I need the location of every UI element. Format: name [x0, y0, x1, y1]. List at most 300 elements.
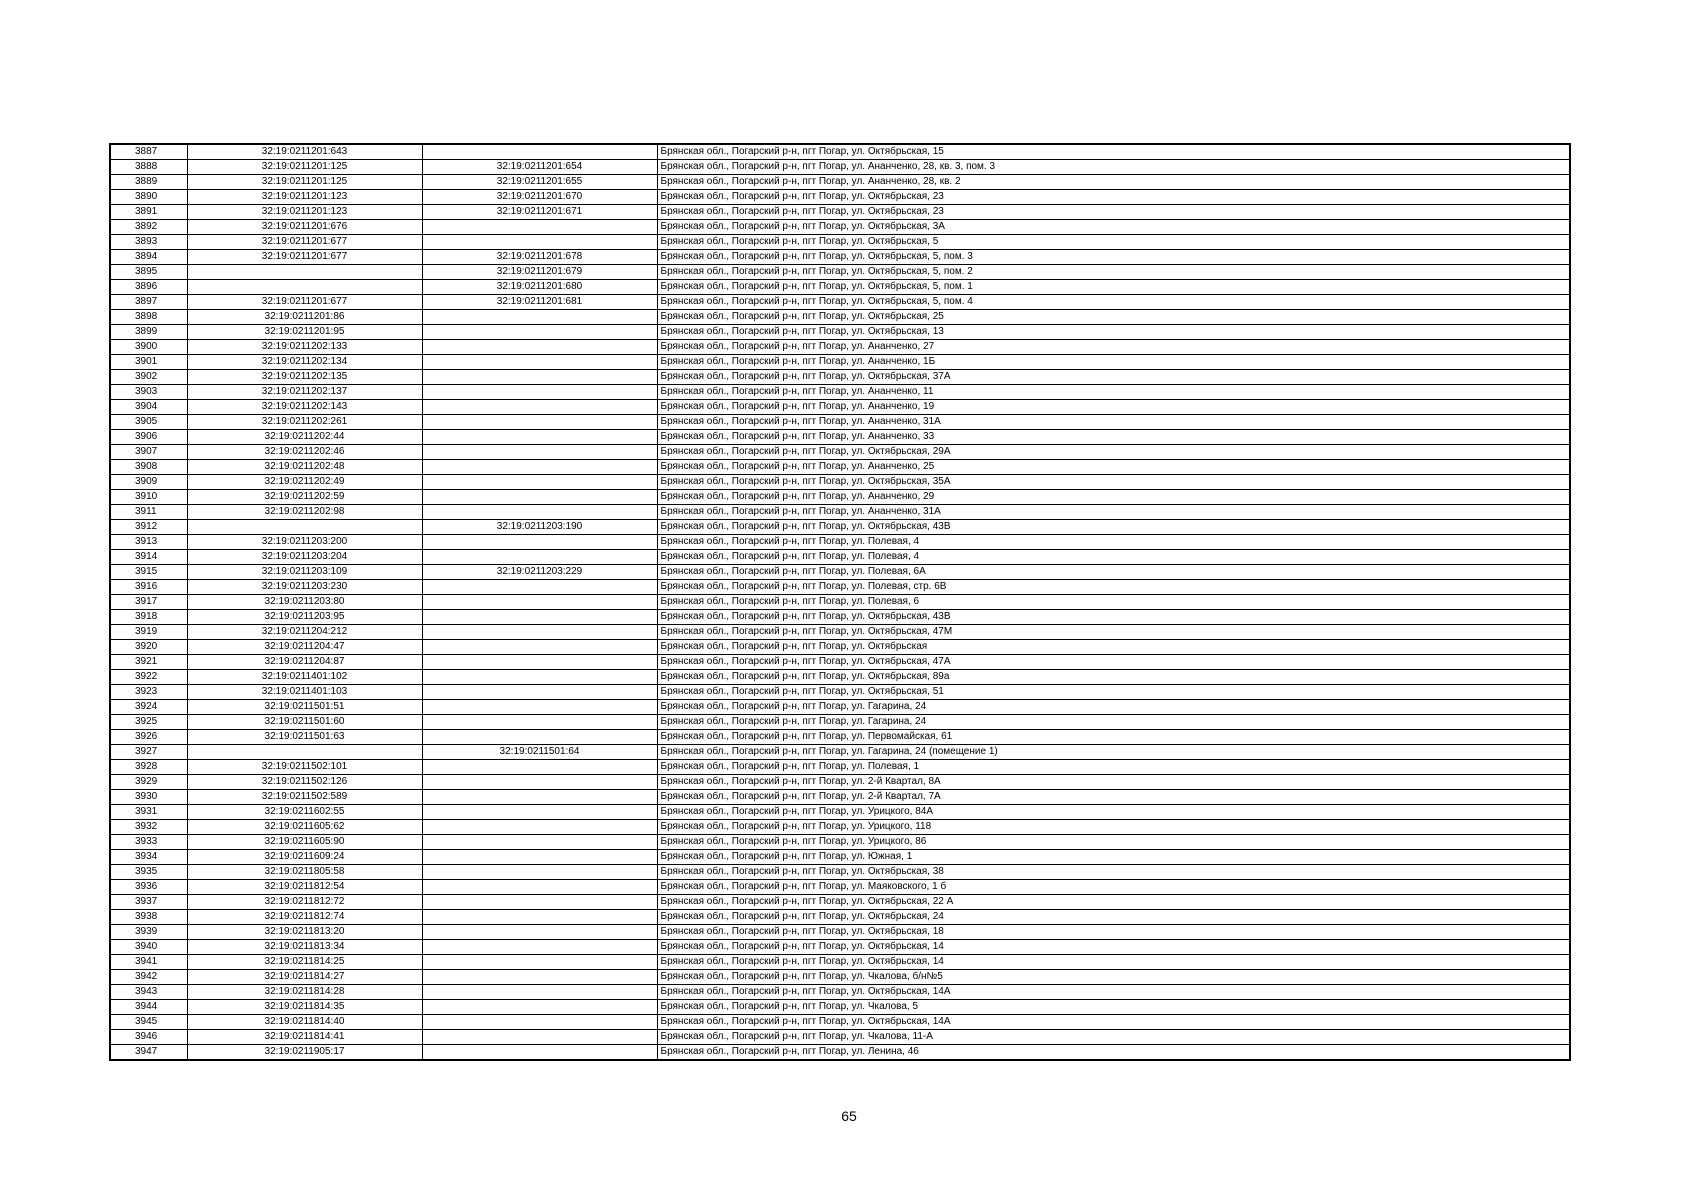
address-cell: Брянская обл., Погарский р-н, пгт Погар, ул. Первомайская, 61	[657, 730, 1570, 745]
row-number-cell: 3913	[110, 535, 187, 550]
address-cell: Брянская обл., Погарский р-н, пгт Погар, ул. Октябрьская, 22 А	[657, 895, 1570, 910]
address-cell: Брянская обл., Погарский р-н, пгт Погар, ул. Полевая, 4	[657, 535, 1570, 550]
table-row	[110, 970, 1570, 985]
row-number-cell: 3898	[110, 310, 187, 325]
cadastral-number-cell: 32:19:0211201:125	[187, 175, 422, 190]
row-number-cell: 3939	[110, 925, 187, 940]
cadastral-number-cell: 32:19:0211502:101	[187, 760, 422, 775]
cadastral-number-2-cell	[422, 940, 657, 955]
row-number-cell: 3926	[110, 730, 187, 745]
cadastral-number-cell: 32:19:0211202:49	[187, 475, 422, 490]
cadastral-number-2-cell	[422, 1015, 657, 1030]
address-cell: Брянская обл., Погарский р-н, пгт Погар, ул. Октябрьская, 43В	[657, 520, 1570, 535]
address-cell: Брянская обл., Погарский р-н, пгт Погар, ул. Октябрьская, 47М	[657, 625, 1570, 640]
row-number-cell: 3887	[110, 144, 187, 160]
address-cell: Брянская обл., Погарский р-н, пгт Погар, ул. Октябрьская, 23	[657, 205, 1570, 220]
cadastral-number-2-cell	[422, 550, 657, 565]
row-number-cell: 3945	[110, 1015, 187, 1030]
row-number-cell: 3924	[110, 700, 187, 715]
cadastral-number-2-cell: 32:19:0211201:654	[422, 160, 657, 175]
cadastral-number-cell: 32:19:0211501:63	[187, 730, 422, 745]
table-row	[110, 820, 1570, 835]
address-cell: Брянская обл., Погарский р-н, пгт Погар, ул. Октябрьская, 18	[657, 925, 1570, 940]
row-number-cell: 3907	[110, 445, 187, 460]
address-cell: Брянская обл., Погарский р-н, пгт Погар, ул. Ананченко, 33	[657, 430, 1570, 445]
address-cell: Брянская обл., Погарский р-н, пгт Погар, ул. Полевая, стр. 6В	[657, 580, 1570, 595]
table-row	[110, 610, 1570, 625]
cadastral-number-cell: 32:19:0211203:230	[187, 580, 422, 595]
row-number-cell: 3914	[110, 550, 187, 565]
address-cell: Брянская обл., Погарский р-н, пгт Погар, ул. Октябрьская, 38	[657, 865, 1570, 880]
table-row	[110, 250, 1570, 265]
cadastral-number-cell: 32:19:0211201:95	[187, 325, 422, 340]
table-row	[110, 580, 1570, 595]
table-row	[110, 640, 1570, 655]
cadastral-number-2-cell	[422, 370, 657, 385]
row-number-cell: 3929	[110, 775, 187, 790]
table-row	[110, 175, 1570, 190]
table-row	[110, 625, 1570, 640]
cadastral-number-cell	[187, 265, 422, 280]
row-number-cell: 3944	[110, 1000, 187, 1015]
cadastral-number-cell: 32:19:0211201:643	[187, 144, 422, 160]
table-row	[110, 535, 1570, 550]
table-row	[110, 220, 1570, 235]
cadastral-number-cell: 32:19:0211202:261	[187, 415, 422, 430]
table-row	[110, 235, 1570, 250]
cadastral-number-2-cell	[422, 144, 657, 160]
row-number-cell: 3904	[110, 400, 187, 415]
table-row	[110, 775, 1570, 790]
cadastral-number-cell: 32:19:0211201:676	[187, 220, 422, 235]
cadastral-number-2-cell	[422, 1045, 657, 1061]
cadastral-number-2-cell	[422, 865, 657, 880]
cadastral-number-2-cell: 32:19:0211203:229	[422, 565, 657, 580]
cadastral-number-2-cell	[422, 415, 657, 430]
row-number-cell: 3906	[110, 430, 187, 445]
cadastral-number-cell: 32:19:0211814:28	[187, 985, 422, 1000]
cadastral-number-cell: 32:19:0211805:58	[187, 865, 422, 880]
cadastral-number-2-cell	[422, 385, 657, 400]
address-cell: Брянская обл., Погарский р-н, пгт Погар, ул. Ананченко, 25	[657, 460, 1570, 475]
table-row	[110, 280, 1570, 295]
table-row	[110, 505, 1570, 520]
row-number-cell: 3910	[110, 490, 187, 505]
table-row	[110, 400, 1570, 415]
row-number-cell: 3919	[110, 625, 187, 640]
table-row	[110, 745, 1570, 760]
row-number-cell: 3911	[110, 505, 187, 520]
row-number-cell: 3901	[110, 355, 187, 370]
table-row	[110, 895, 1570, 910]
cadastral-number-cell: 32:19:0211401:102	[187, 670, 422, 685]
cadastral-number-2-cell	[422, 910, 657, 925]
row-number-cell: 3893	[110, 235, 187, 250]
cadastral-number-cell: 32:19:0211812:54	[187, 880, 422, 895]
row-number-cell: 3902	[110, 370, 187, 385]
cadastral-number-2-cell: 32:19:0211201:671	[422, 205, 657, 220]
address-cell: Брянская обл., Погарский р-н, пгт Погар, ул. Гагарина, 24	[657, 715, 1570, 730]
cadastral-number-2-cell	[422, 835, 657, 850]
address-cell: Брянская обл., Погарский р-н, пгт Погар, ул. Ананченко, 31А	[657, 415, 1570, 430]
cadastral-number-cell: 32:19:0211201:677	[187, 235, 422, 250]
table-row	[110, 295, 1570, 310]
table-row	[110, 355, 1570, 370]
address-cell: Брянская обл., Погарский р-н, пгт Погар, ул. Полевая, 6	[657, 595, 1570, 610]
row-number-cell: 3930	[110, 790, 187, 805]
address-cell: Брянская обл., Погарский р-н, пгт Погар, ул. Ананченко, 11	[657, 385, 1570, 400]
row-number-cell: 3903	[110, 385, 187, 400]
cadastral-number-cell	[187, 520, 422, 535]
cadastral-number-2-cell: 32:19:0211201:670	[422, 190, 657, 205]
cadastral-number-2-cell	[422, 715, 657, 730]
table-row	[110, 1030, 1570, 1045]
row-number-cell: 3912	[110, 520, 187, 535]
cadastral-number-2-cell: 32:19:0211201:680	[422, 280, 657, 295]
address-cell: Брянская обл., Погарский р-н, пгт Погар, ул. Октябрьская, 5, пом. 3	[657, 250, 1570, 265]
table-row	[110, 865, 1570, 880]
cadastral-number-cell: 32:19:0211501:60	[187, 715, 422, 730]
row-number-cell: 3935	[110, 865, 187, 880]
table-row	[110, 1015, 1570, 1030]
cadastral-number-2-cell	[422, 310, 657, 325]
address-cell: Брянская обл., Погарский р-н, пгт Погар, ул. Октябрьская, 43В	[657, 610, 1570, 625]
cadastral-number-cell: 32:19:0211203:200	[187, 535, 422, 550]
address-cell: Брянская обл., Погарский р-н, пгт Погар, ул. Октябрьская, 51	[657, 685, 1570, 700]
table-row	[110, 730, 1570, 745]
cadastral-number-cell: 32:19:0211203:95	[187, 610, 422, 625]
address-cell: Брянская обл., Погарский р-н, пгт Погар, ул. Октябрьская, 3А	[657, 220, 1570, 235]
address-cell: Брянская обл., Погарский р-н, пгт Погар, ул. Чкалова, б/н№5	[657, 970, 1570, 985]
table-row	[110, 445, 1570, 460]
table-row	[110, 144, 1570, 160]
cadastral-number-cell: 32:19:0211605:62	[187, 820, 422, 835]
address-cell: Брянская обл., Погарский р-н, пгт Погар, ул. Октябрьская, 15	[657, 144, 1570, 160]
table-row	[110, 475, 1570, 490]
address-cell: Брянская обл., Погарский р-н, пгт Погар, ул. Ананченко, 31А	[657, 505, 1570, 520]
address-cell: Брянская обл., Погарский р-н, пгт Погар, ул. Октябрьская, 14А	[657, 985, 1570, 1000]
address-cell: Брянская обл., Погарский р-н, пгт Погар, ул. Урицкого, 84А	[657, 805, 1570, 820]
row-number-cell: 3917	[110, 595, 187, 610]
address-cell: Брянская обл., Погарский р-н, пгт Погар, ул. 2-й Квартал, 8А	[657, 775, 1570, 790]
address-cell: Брянская обл., Погарский р-н, пгт Погар, ул. Октябрьская, 35А	[657, 475, 1570, 490]
cadastral-number-cell	[187, 745, 422, 760]
cadastral-number-cell: 32:19:0211202:134	[187, 355, 422, 370]
cadastral-number-cell: 32:19:0211905:17	[187, 1045, 422, 1061]
address-cell: Брянская обл., Погарский р-н, пгт Погар, ул. Октябрьская, 5, пом. 1	[657, 280, 1570, 295]
cadastral-number-cell	[187, 280, 422, 295]
table-row	[110, 850, 1570, 865]
cadastral-number-cell: 32:19:0211814:35	[187, 1000, 422, 1015]
table-row	[110, 985, 1570, 1000]
cadastral-number-2-cell	[422, 985, 657, 1000]
cadastral-number-cell: 32:19:0211202:133	[187, 340, 422, 355]
address-cell: Брянская обл., Погарский р-н, пгт Погар, ул. Октябрьская, 14	[657, 955, 1570, 970]
cadastral-number-2-cell: 32:19:0211201:679	[422, 265, 657, 280]
cadastral-number-2-cell	[422, 490, 657, 505]
cadastral-number-2-cell	[422, 400, 657, 415]
cadastral-number-cell: 32:19:0211401:103	[187, 685, 422, 700]
address-cell: Брянская обл., Погарский р-н, пгт Погар, ул. Полевая, 4	[657, 550, 1570, 565]
row-number-cell: 3933	[110, 835, 187, 850]
cadastral-number-2-cell	[422, 895, 657, 910]
address-cell: Брянская обл., Погарский р-н, пгт Погар, ул. Октябрьская, 13	[657, 325, 1570, 340]
row-number-cell: 3894	[110, 250, 187, 265]
table-row	[110, 715, 1570, 730]
page-number: 65	[841, 1108, 857, 1124]
cadastral-number-cell: 32:19:0211602:55	[187, 805, 422, 820]
address-cell: Брянская обл., Погарский р-н, пгт Погар, ул. Ананченко, 29	[657, 490, 1570, 505]
cadastral-number-2-cell	[422, 700, 657, 715]
row-number-cell: 3922	[110, 670, 187, 685]
cadastral-number-cell: 32:19:0211605:90	[187, 835, 422, 850]
row-number-cell: 3889	[110, 175, 187, 190]
address-cell: Брянская обл., Погарский р-н, пгт Погар, ул. Ананченко, 27	[657, 340, 1570, 355]
row-number-cell: 3934	[110, 850, 187, 865]
row-number-cell: 3899	[110, 325, 187, 340]
address-cell: Брянская обл., Погарский р-н, пгт Погар, ул. Октябрьская, 14	[657, 940, 1570, 955]
cadastral-number-cell: 32:19:0211812:72	[187, 895, 422, 910]
cadastral-number-2-cell	[422, 790, 657, 805]
table-row	[110, 310, 1570, 325]
address-cell: Брянская обл., Погарский р-н, пгт Погар, ул. Октябрьская, 89а	[657, 670, 1570, 685]
address-cell: Брянская обл., Погарский р-н, пгт Погар, ул. Октябрьская, 25	[657, 310, 1570, 325]
property-table	[109, 143, 1571, 1061]
table-row	[110, 685, 1570, 700]
cadastral-number-cell: 32:19:0211204:212	[187, 625, 422, 640]
cadastral-number-cell: 32:19:0211203:204	[187, 550, 422, 565]
table-row	[110, 910, 1570, 925]
address-cell: Брянская обл., Погарский р-н, пгт Погар, ул. Октябрьская, 37А	[657, 370, 1570, 385]
table-row	[110, 955, 1570, 970]
address-cell: Брянская обл., Погарский р-н, пгт Погар, ул. Октябрьская, 5	[657, 235, 1570, 250]
cadastral-number-2-cell	[422, 325, 657, 340]
address-cell: Брянская обл., Погарский р-н, пгт Погар, ул. Октябрьская, 29А	[657, 445, 1570, 460]
cadastral-number-2-cell: 32:19:0211201:655	[422, 175, 657, 190]
cadastral-number-cell: 32:19:0211501:51	[187, 700, 422, 715]
address-cell: Брянская обл., Погарский р-н, пгт Погар, ул. Чкалова, 11-А	[657, 1030, 1570, 1045]
row-number-cell: 3936	[110, 880, 187, 895]
address-cell: Брянская обл., Погарский р-н, пгт Погар, ул. Урицкого, 86	[657, 835, 1570, 850]
cadastral-number-2-cell	[422, 340, 657, 355]
address-cell: Брянская обл., Погарский р-н, пгт Погар, ул. Чкалова, 5	[657, 1000, 1570, 1015]
table-row	[110, 670, 1570, 685]
row-number-cell: 3940	[110, 940, 187, 955]
cadastral-number-2-cell	[422, 460, 657, 475]
cadastral-number-cell: 32:19:0211814:41	[187, 1030, 422, 1045]
row-number-cell: 3925	[110, 715, 187, 730]
cadastral-number-cell: 32:19:0211813:20	[187, 925, 422, 940]
row-number-cell: 3897	[110, 295, 187, 310]
row-number-cell: 3916	[110, 580, 187, 595]
row-number-cell: 3915	[110, 565, 187, 580]
table-row	[110, 430, 1570, 445]
row-number-cell: 3920	[110, 640, 187, 655]
table-row	[110, 265, 1570, 280]
cadastral-number-cell: 32:19:0211202:135	[187, 370, 422, 385]
cadastral-number-2-cell: 32:19:0211501:64	[422, 745, 657, 760]
row-number-cell: 3923	[110, 685, 187, 700]
cadastral-number-2-cell	[422, 445, 657, 460]
cadastral-number-2-cell	[422, 775, 657, 790]
cadastral-number-2-cell	[422, 760, 657, 775]
table-row	[110, 190, 1570, 205]
cadastral-number-cell: 32:19:0211202:46	[187, 445, 422, 460]
cadastral-number-2-cell	[422, 475, 657, 490]
cadastral-number-cell: 32:19:0211502:126	[187, 775, 422, 790]
table-row	[110, 520, 1570, 535]
cadastral-number-2-cell	[422, 955, 657, 970]
cadastral-number-cell: 32:19:0211202:59	[187, 490, 422, 505]
cadastral-number-cell: 32:19:0211502:589	[187, 790, 422, 805]
table-row	[110, 805, 1570, 820]
row-number-cell: 3931	[110, 805, 187, 820]
row-number-cell: 3937	[110, 895, 187, 910]
table-row	[110, 1000, 1570, 1015]
table-row	[110, 340, 1570, 355]
table-row	[110, 925, 1570, 940]
table-row	[110, 835, 1570, 850]
cadastral-number-cell: 32:19:0211202:143	[187, 400, 422, 415]
cadastral-number-2-cell	[422, 1030, 657, 1045]
address-cell: Брянская обл., Погарский р-н, пгт Погар, ул. Гагарина, 24	[657, 700, 1570, 715]
address-cell: Брянская обл., Погарский р-н, пгт Погар, ул. Урицкого, 118	[657, 820, 1570, 835]
table-row	[110, 760, 1570, 775]
cadastral-number-2-cell	[422, 580, 657, 595]
cadastral-number-2-cell	[422, 505, 657, 520]
table-row	[110, 1045, 1570, 1061]
cadastral-number-2-cell	[422, 670, 657, 685]
cadastral-number-cell: 32:19:0211204:87	[187, 655, 422, 670]
cadastral-number-2-cell	[422, 685, 657, 700]
cadastral-number-2-cell: 32:19:0211201:681	[422, 295, 657, 310]
cadastral-number-2-cell	[422, 925, 657, 940]
cadastral-number-2-cell	[422, 880, 657, 895]
table-row	[110, 160, 1570, 175]
table-row	[110, 490, 1570, 505]
table-row	[110, 700, 1570, 715]
table-row	[110, 550, 1570, 565]
table-row	[110, 460, 1570, 475]
cadastral-number-cell: 32:19:0211609:24	[187, 850, 422, 865]
cadastral-number-cell: 32:19:0211201:123	[187, 190, 422, 205]
address-cell: Брянская обл., Погарский р-н, пгт Погар, ул. Полевая, 6А	[657, 565, 1570, 580]
address-cell: Брянская обл., Погарский р-н, пгт Погар, ул. Октябрьская	[657, 640, 1570, 655]
cadastral-number-cell: 32:19:0211813:34	[187, 940, 422, 955]
cadastral-number-cell: 32:19:0211202:98	[187, 505, 422, 520]
row-number-cell: 3896	[110, 280, 187, 295]
cadastral-number-cell: 32:19:0211201:677	[187, 250, 422, 265]
address-cell: Брянская обл., Погарский р-н, пгт Погар, ул. Ананченко, 28, кв. 2	[657, 175, 1570, 190]
cadastral-number-2-cell	[422, 595, 657, 610]
cadastral-number-cell: 32:19:0211201:123	[187, 205, 422, 220]
cadastral-number-2-cell: 32:19:0211203:190	[422, 520, 657, 535]
row-number-cell: 3891	[110, 205, 187, 220]
row-number-cell: 3908	[110, 460, 187, 475]
cadastral-number-cell: 32:19:0211202:137	[187, 385, 422, 400]
table-row	[110, 205, 1570, 220]
cadastral-number-2-cell	[422, 640, 657, 655]
cadastral-number-2-cell	[422, 970, 657, 985]
row-number-cell: 3946	[110, 1030, 187, 1045]
address-cell: Брянская обл., Погарский р-н, пгт Погар, ул. Ленина, 46	[657, 1045, 1570, 1061]
row-number-cell: 3938	[110, 910, 187, 925]
row-number-cell: 3921	[110, 655, 187, 670]
address-cell: Брянская обл., Погарский р-н, пгт Погар, ул. Маяковского, 1 б	[657, 880, 1570, 895]
address-cell: Брянская обл., Погарский р-н, пгт Погар, ул. Октябрьская, 5, пом. 2	[657, 265, 1570, 280]
cadastral-number-cell: 32:19:0211202:44	[187, 430, 422, 445]
cadastral-number-cell: 32:19:0211814:27	[187, 970, 422, 985]
address-cell: Брянская обл., Погарский р-н, пгт Погар, ул. Октябрьская, 5, пом. 4	[657, 295, 1570, 310]
row-number-cell: 3909	[110, 475, 187, 490]
cadastral-number-2-cell	[422, 655, 657, 670]
table-row	[110, 565, 1570, 580]
row-number-cell: 3895	[110, 265, 187, 280]
cadastral-number-cell: 32:19:0211201:677	[187, 295, 422, 310]
address-cell: Брянская обл., Погарский р-н, пгт Погар, ул. Полевая, 1	[657, 760, 1570, 775]
cadastral-number-cell: 32:19:0211201:86	[187, 310, 422, 325]
cadastral-number-cell: 32:19:0211201:125	[187, 160, 422, 175]
address-cell: Брянская обл., Погарский р-н, пгт Погар, ул. Ананченко, 1Б	[657, 355, 1570, 370]
cadastral-number-cell: 32:19:0211202:48	[187, 460, 422, 475]
cadastral-number-2-cell	[422, 220, 657, 235]
cadastral-number-cell: 32:19:0211812:74	[187, 910, 422, 925]
property-table-body	[110, 144, 1570, 1060]
table-row	[110, 880, 1570, 895]
cadastral-number-2-cell	[422, 850, 657, 865]
cadastral-number-2-cell	[422, 730, 657, 745]
row-number-cell: 3932	[110, 820, 187, 835]
cadastral-number-2-cell	[422, 235, 657, 250]
row-number-cell: 3890	[110, 190, 187, 205]
table-row	[110, 940, 1570, 955]
table-row	[110, 595, 1570, 610]
address-cell: Брянская обл., Погарский р-н, пгт Погар, ул. Октябрьская, 24	[657, 910, 1570, 925]
cadastral-number-2-cell	[422, 355, 657, 370]
address-cell: Брянская обл., Погарский р-н, пгт Погар, ул. Ананченко, 28, кв. 3, пом. 3	[657, 160, 1570, 175]
row-number-cell: 3918	[110, 610, 187, 625]
cadastral-number-2-cell	[422, 625, 657, 640]
cadastral-number-2-cell: 32:19:0211201:678	[422, 250, 657, 265]
address-cell: Брянская обл., Погарский р-н, пгт Погар, ул. Октябрьская, 14А	[657, 1015, 1570, 1030]
cadastral-number-2-cell	[422, 1000, 657, 1015]
row-number-cell: 3941	[110, 955, 187, 970]
address-cell: Брянская обл., Погарский р-н, пгт Погар, ул. Ананченко, 19	[657, 400, 1570, 415]
address-cell: Брянская обл., Погарский р-н, пгт Погар, ул. 2-й Квартал, 7А	[657, 790, 1570, 805]
cadastral-number-2-cell	[422, 820, 657, 835]
row-number-cell: 3942	[110, 970, 187, 985]
cadastral-number-cell: 32:19:0211204:47	[187, 640, 422, 655]
table-row	[110, 415, 1570, 430]
cadastral-number-2-cell	[422, 430, 657, 445]
table-row	[110, 325, 1570, 340]
row-number-cell: 3900	[110, 340, 187, 355]
address-cell: Брянская обл., Погарский р-н, пгт Погар, ул. Гагарина, 24 (помещение 1)	[657, 745, 1570, 760]
cadastral-number-2-cell	[422, 535, 657, 550]
row-number-cell: 3905	[110, 415, 187, 430]
row-number-cell: 3947	[110, 1045, 187, 1061]
table-row	[110, 370, 1570, 385]
address-cell: Брянская обл., Погарский р-н, пгт Погар, ул. Южная, 1	[657, 850, 1570, 865]
row-number-cell: 3888	[110, 160, 187, 175]
table-row	[110, 790, 1570, 805]
cadastral-number-2-cell	[422, 610, 657, 625]
cadastral-number-cell: 32:19:0211814:40	[187, 1015, 422, 1030]
row-number-cell: 3892	[110, 220, 187, 235]
table-row	[110, 655, 1570, 670]
address-cell: Брянская обл., Погарский р-н, пгт Погар, ул. Октябрьская, 47А	[657, 655, 1570, 670]
address-cell: Брянская обл., Погарский р-н, пгт Погар, ул. Октябрьская, 23	[657, 190, 1570, 205]
